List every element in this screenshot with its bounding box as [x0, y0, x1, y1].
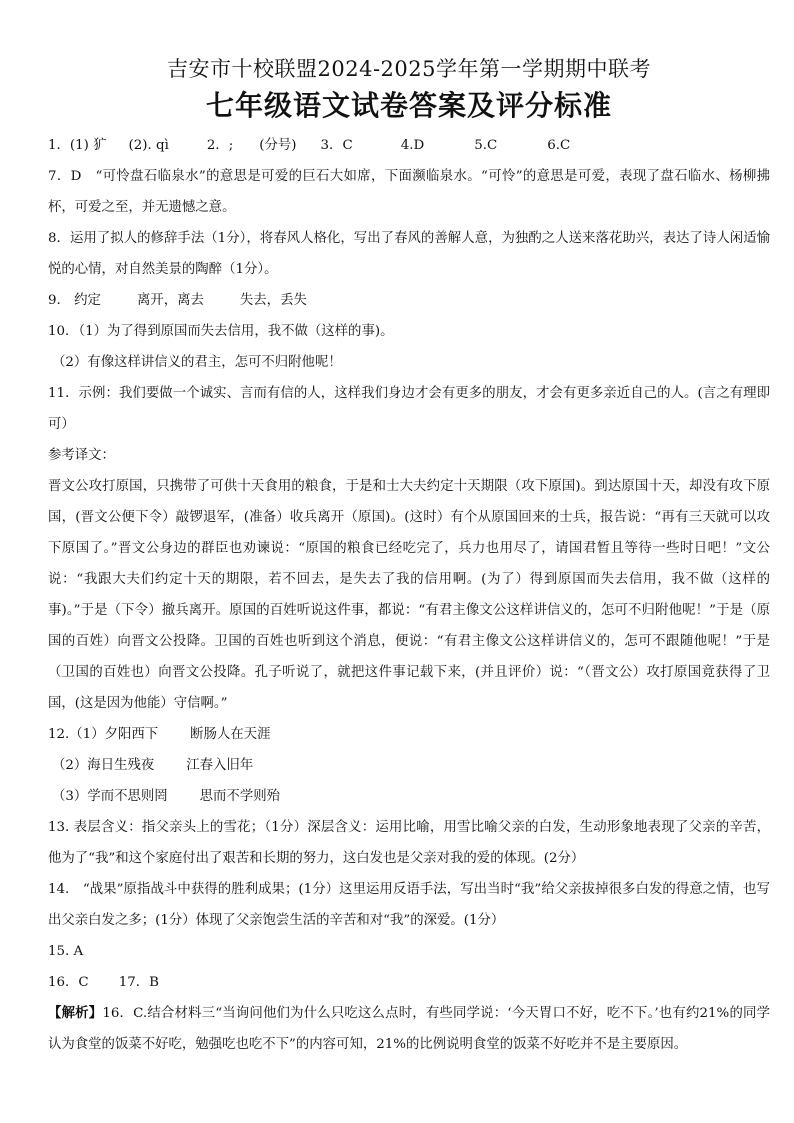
answer-7: 7．D “可怜盘石临泉水”的意思是可爱的巨石大如席，下面濒临泉水。“可怜”的意思是可爱，表现了盘石临水、杨柳拂杯，可爱之至，并无遗憾之意。 [48, 169, 770, 215]
answer-key-title: 七年级语文试卷答案及评分标准 [205, 89, 612, 122]
answer-6: 6.C [547, 138, 571, 153]
answer-12-1b: 断肠人在天涯 [190, 727, 271, 742]
answer-15: 15. A [48, 944, 84, 959]
analysis-label: 【解析】 [48, 1005, 103, 1021]
answer-9-1: 9. 约定 [48, 293, 101, 308]
answer-12-2 [48, 750, 770, 781]
analysis-text: 16．C.结合材料三“当询问他们为什么只吃这么点时，有些同学说：‘今天胃口不好，吃不下。’也有约21%的同学认为食堂的饭菜不好吃，勉强吃也吃不下”的内容可知，21%的比例说明食堂的饭菜不好吃并不是主要原因。 [48, 1006, 771, 1052]
exam-title: 吉安市十校联盟2024-2025学年第一学期期中联考 [167, 57, 651, 81]
answer-4: 4.D [400, 138, 425, 153]
answer-sheet-page [48, 52, 770, 1060]
answer-11: 11．示例：我们要做一个诚实、言而有信的人，这样我们身边才会有更多的朋友，才会有更多亲近自己的人。(言之有理即可） [48, 386, 770, 432]
answer-9-3: 失去，丢失 [239, 293, 307, 308]
answer-8: 8．运用了拟人的修辞手法（1分），将春风人格化，写出了春风的善解人意，为独酌之人送来落花助兴，表达了诗人闲适愉悦的心情，对自然美景的陶醉（1分）。 [48, 231, 770, 277]
answer-1-1: 1．(1) 犷 [48, 138, 107, 153]
answer-10-1: 10．（1）为了得到原国而失去信用，我不做（这样的事)。 [48, 324, 394, 339]
answer-9-2: 离开，离去 [136, 293, 204, 308]
answer-1-2: (2). qì [128, 138, 169, 153]
answer-5: 5.C [474, 138, 498, 153]
answer-12-1a: 12.（1）夕阳西下 [48, 727, 159, 742]
answers-1-6 [48, 130, 770, 161]
answer-10-2: （2）有像这样讲信义的君主，怎可不归附他呢！ [52, 355, 342, 370]
answer-12-3 [48, 781, 770, 812]
answer-12-2a: （2）海日生残夜 [52, 758, 155, 773]
answer-13: 13. 表层含义：指父亲头上的雪花；（1分）深层含义：运用比喻，用雪比喻父亲的白发，生动形象地表现了父亲的辛苦，他为了“我”和这个家庭付出了艰苦和长期的努力，这白发也是父亲对我的爱的体现。(2分） [48, 820, 770, 866]
answer-12-1 [48, 719, 770, 750]
translation-text: 晋文公攻打原国，只携带了可供十天食用的粮食，于是和士大夫约定十天期限（攻下原国)。到达原国十天，却没有攻下原国，(晋文公便下令）敲锣退军，(准备）收兵离开（原国)。(这时）有个从原国回来的士兵，报告说：“再有三天就可以攻下原国了。”晋文公身边的群臣也劝谏说：“原国的粮食已经吃完了，兵力也用尽了，请国君暂且等待一些时日吧！”文公说：“我跟大夫们约定十天的期限，若不回去，是失去了我的信用啊。(为了）得到原国而失去信用，我不做（这样的事)。”于是（下令）撤兵离开。原国的百姓听说这件事，都说：“有君主像文公这样讲信义的，怎可不归附他呢！”于是（原国的百姓）向晋文公投降。卫国的百姓也听到这个消息，便说：“有君主像文公这样讲信义的，怎可不跟随他呢！”于是（卫国的百姓也）向晋文公投降。孔子听说了，就把这件事记载下来，(并且评价）说：“（晋文公）攻打原国竟获得了卫国，(这是因为他能）守信啊。” [48, 479, 770, 711]
answer-16: 16．C [48, 975, 89, 990]
analysis-paragraph [48, 998, 770, 1060]
answer-2-note: (分号) [259, 138, 297, 153]
translation-label: 参考译文： [48, 448, 115, 463]
answer-14: 14. “战果”原指战斗中获得的胜利成果；(1分）这里运用反语手法，写出当时“我”给父亲拔掉很多白发的得意之情，也写出父亲白发之多；(1分）体现了父亲饱尝生活的辛苦和对“我”的深爱。(1分） [48, 882, 770, 928]
answer-17: 17．B [118, 975, 159, 990]
answer-12-3b: 思而不学则殆 [199, 789, 280, 804]
answer-12-2b: 江春入旧年 [186, 758, 254, 773]
answer-9 [48, 285, 770, 316]
answer-12-3a: （3）学而不思则罔 [52, 789, 168, 804]
answers-16-17 [48, 967, 770, 998]
answer-3: 3．C [320, 138, 353, 153]
answer-2: 2．; [206, 138, 234, 153]
